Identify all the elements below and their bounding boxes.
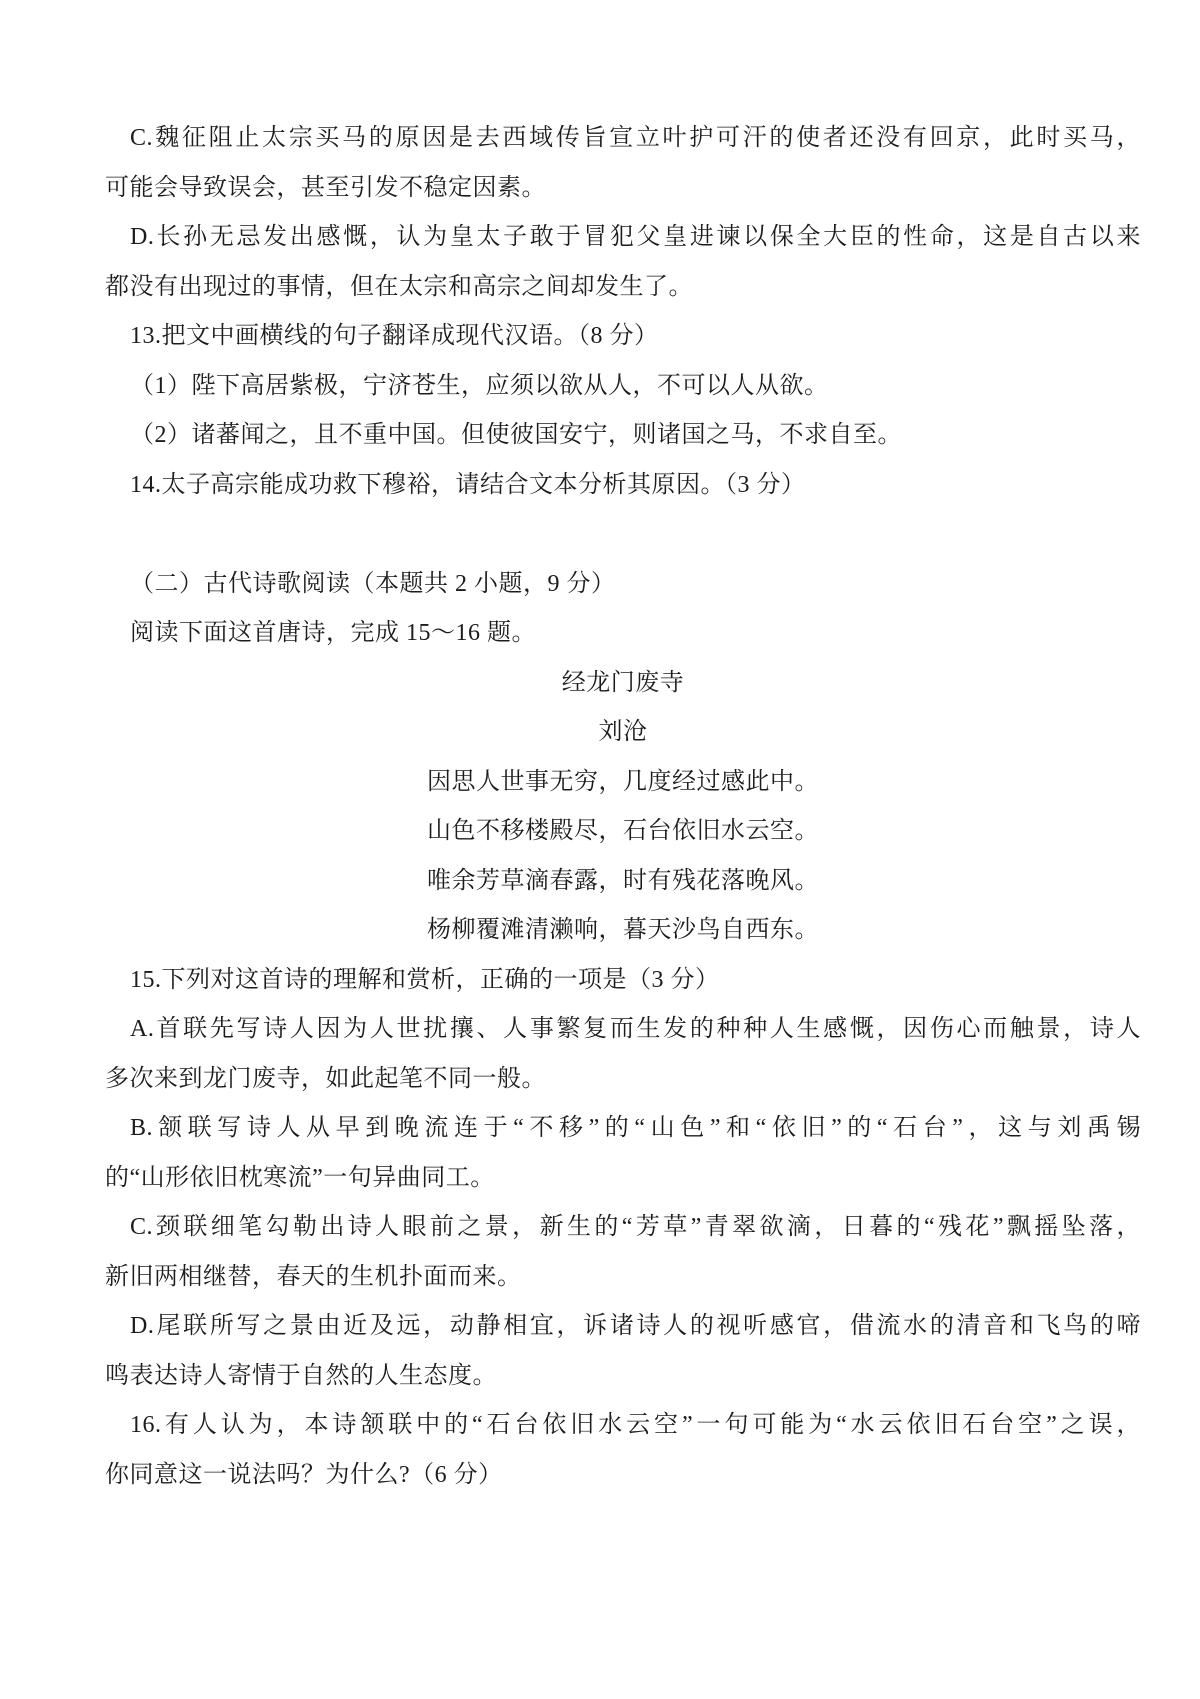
poem-verse-4: 杨柳覆滩清濑响，暮天沙鸟自西东。 [427,917,819,943]
question-16-line-2: 你同意这一说法吗？为什么?（6 分） [105,1461,503,1488]
q15-option-d-line-1: D.尾联所写之景由近及远，动静相宜，诉诸诗人的视听感官，借流水的清音和飞鸟的啼 [130,1313,1141,1339]
q15-option-b-line-1: B.颔联写诗人从早到晚流连于“不移”的“山色”和“依旧”的“石台”，这与刘禹锡 [130,1115,1141,1141]
section-heading: （二）古代诗歌阅读（本题共 2 小题，9 分） [130,570,616,597]
blank-line [105,510,1141,560]
reading-instruction: 阅读下面这首唐诗，完成 15～16 题。 [130,620,536,646]
q15-option-d-line-2: 鸣表达诗人寄情于自然的人生态度。 [105,1362,497,1389]
document-body [105,0,1141,1500]
question-14: 14.太子高宗能成功救下穆裕，请结合文本分析其原因。（3 分） [130,471,806,498]
question-13-sentence-1: （1）陛下高居紫极，宁济苍生，应须以欲从人，不可以人从欲。 [130,372,829,399]
question-15: 15.下列对这首诗的理解和赏析，正确的一项是（3 分） [130,966,720,993]
poem-verse-2: 山色不移楼殿尽，石台依旧水云空。 [427,818,819,844]
option-c-line-1: C.魏征阻止太宗买马的原因是去西域传旨宣立叶护可汗的使者还没有回京，此时买马， [130,125,1141,151]
q15-option-c-line-2: 新旧两相继替，春天的生机扑面而来。 [105,1263,522,1290]
poem-title: 经龙门废寺 [561,669,685,696]
option-d-line-1: D.长孙无忌发出感慨，认为皇太子敢于冒犯父皇进谏以保全大臣的性命，这是自古以来 [130,224,1141,250]
poem-verse-1: 因思人世事无穷，几度经过感此中。 [427,768,819,795]
q15-option-c-line-1: C.颈联细笔勾勒出诗人眼前之景，新生的“芳草”青翠欲滴，日暮的“残花”飘摇坠落， [130,1214,1141,1240]
option-c-line-2: 可能会导致误会，甚至引发不稳定因素。 [105,174,546,201]
question-13: 13.把文中画横线的句子翻译成现代汉语。（8 分） [130,323,659,349]
q15-option-b-line-2: 的“山形依旧枕寒流”一句异曲同工。 [105,1164,495,1191]
question-13-sentence-2: （2）诸蕃闻之，且不重中国。但使彼国安宁，则诸国之马，不求自至。 [130,422,902,448]
q15-option-a-line-2: 多次来到龙门废寺，如此起笔不同一般。 [105,1065,546,1092]
poem-verse-3: 唯余芳草滴春露，时有残花落晚风。 [427,867,819,894]
question-16-line-1: 16.有人认为，本诗颔联中的“石台依旧水云空”一句可能为“水云依旧石台空”之误， [130,1412,1141,1438]
poem-author: 刘沧 [598,719,648,745]
q15-option-a-line-1: A.首联先写诗人因为人世扰攘、人事繁复而生发的种种人生感慨，因伤心而触景，诗人 [130,1016,1141,1042]
option-d-line-2: 都没有出现过的事情，但在太宗和高宗之间却发生了。 [105,273,693,300]
